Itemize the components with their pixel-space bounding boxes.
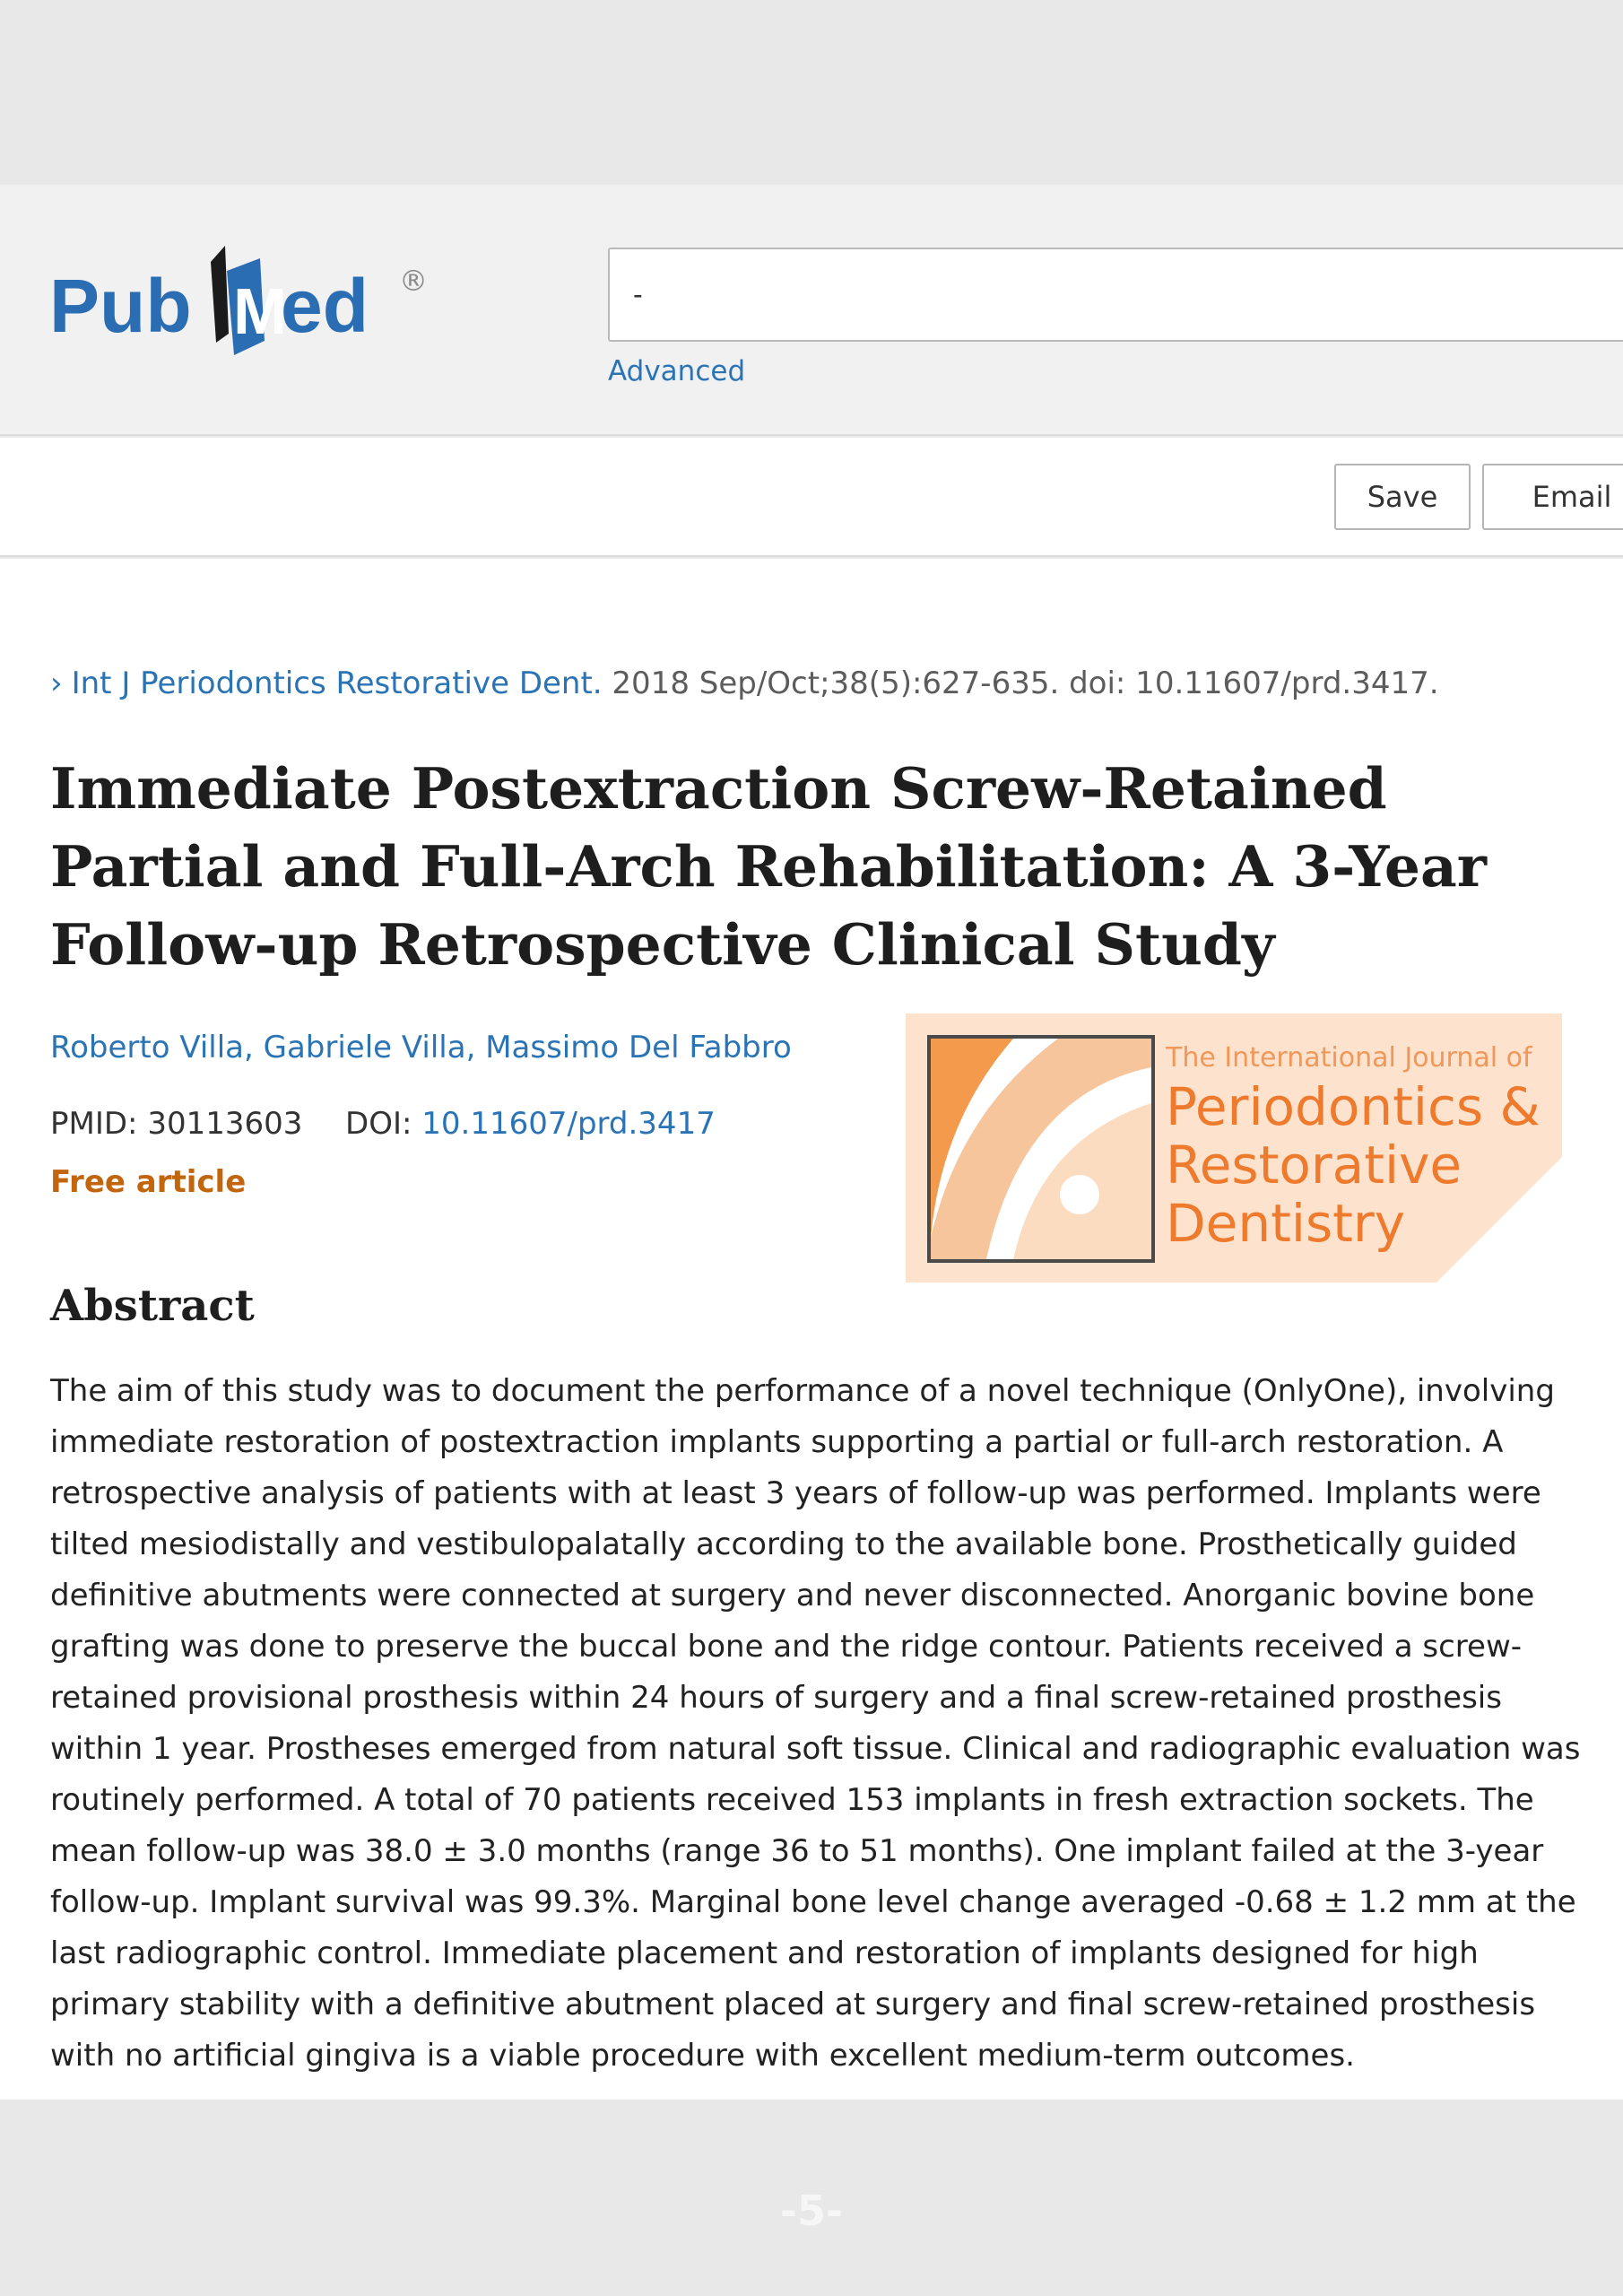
article-title: Immediate Postextraction Screw-Retained Partial and Full-Arch Rehabilitation: A 3-Year Follow-up Retrospective Clinical Study: [50, 755, 1487, 978]
banner-dot: [1060, 1175, 1099, 1214]
abstract-text: The aim of this study was to document the performance of a novel technique (OnlyOne), involving immediate restoration of postextraction implants supporting a partial or full-arch restoration. A retrospective analysis of patients with at least 3 years of follow-up was performed. Implants were tilted mesiodistally and vestibulopalatally according to the available bone. Prosthetically guided definitive abutments were connected at surgery and never disconnected. Anorganic bovine bone grafting was done to preserve the buccal bone and the ridge contour. Patients received a screw-retained provisional prosthesis within 24 hours of surgery and a final screw-retained prosthesis within 1 year. Prostheses emerged from natural soft tissue. Clinical and radiographic evaluation was routinely performed. A total of 70 patients received 153 implants in fresh extraction sockets. The mean follow-up was 38.0 ± 3.0 months (range 36 to 51 months). One implant failed at the 3-year follow-up. Implant survival was 99.3%. Marginal bone level change averaged -0.68 ± 1.2 mm at the last radiographic control. Immediate placement and restoration of implants designed for high primary stability with a definitive abutment placed at surgery and final screw-retained prosthesis with no artificial gingiva is a viable procedure with excellent medium-term outcomes.: [50, 1373, 1581, 2074]
logo-book-mark: [211, 246, 229, 343]
registered-mark: ®: [399, 264, 428, 298]
pmid-value: 30113603: [147, 1106, 303, 1142]
advanced-search-link[interactable]: Advanced: [608, 355, 746, 387]
journal-banner-line-3: Dentistry: [1166, 1193, 1406, 1254]
citation-details: 2018 Sep/Oct;38(5):627-635. doi: 10.11607/prd.3417.: [612, 665, 1439, 701]
pubmed-logo[interactable]: [49, 235, 444, 370]
journal-banner-line-2: Restorative: [1166, 1135, 1462, 1196]
save-button[interactable]: Save: [1334, 464, 1471, 530]
pmid-label: PMID:: [50, 1106, 138, 1142]
search-input[interactable]: [608, 248, 1623, 342]
article-identifiers: [50, 1106, 716, 1142]
email-button[interactable]: Email: [1482, 464, 1623, 530]
logo-text-pub: Pub: [49, 264, 192, 348]
abstract-heading: Abstract: [50, 1281, 255, 1331]
free-article-badge: Free article: [50, 1164, 247, 1200]
citation-line: [50, 665, 1439, 701]
doi-label: DOI:: [345, 1106, 412, 1142]
page-number: -5-: [779, 2187, 844, 2235]
journal-banner-subtitle: The International Journal of: [1166, 1042, 1532, 1074]
journal-link[interactable]: Int J Periodontics Restorative Dent.: [71, 665, 603, 701]
journal-banner-line-1: Periodontics &: [1166, 1076, 1541, 1137]
logo-text-ed: ed: [281, 264, 369, 348]
chevron-right-icon[interactable]: ›: [50, 665, 63, 701]
doi-link[interactable]: 10.11607/prd.3417: [421, 1106, 716, 1142]
logo-letter-m: M: [233, 276, 287, 348]
author-list[interactable]: Roberto Villa, Gabriele Villa, Massimo Del Fabbro: [50, 1030, 792, 1065]
